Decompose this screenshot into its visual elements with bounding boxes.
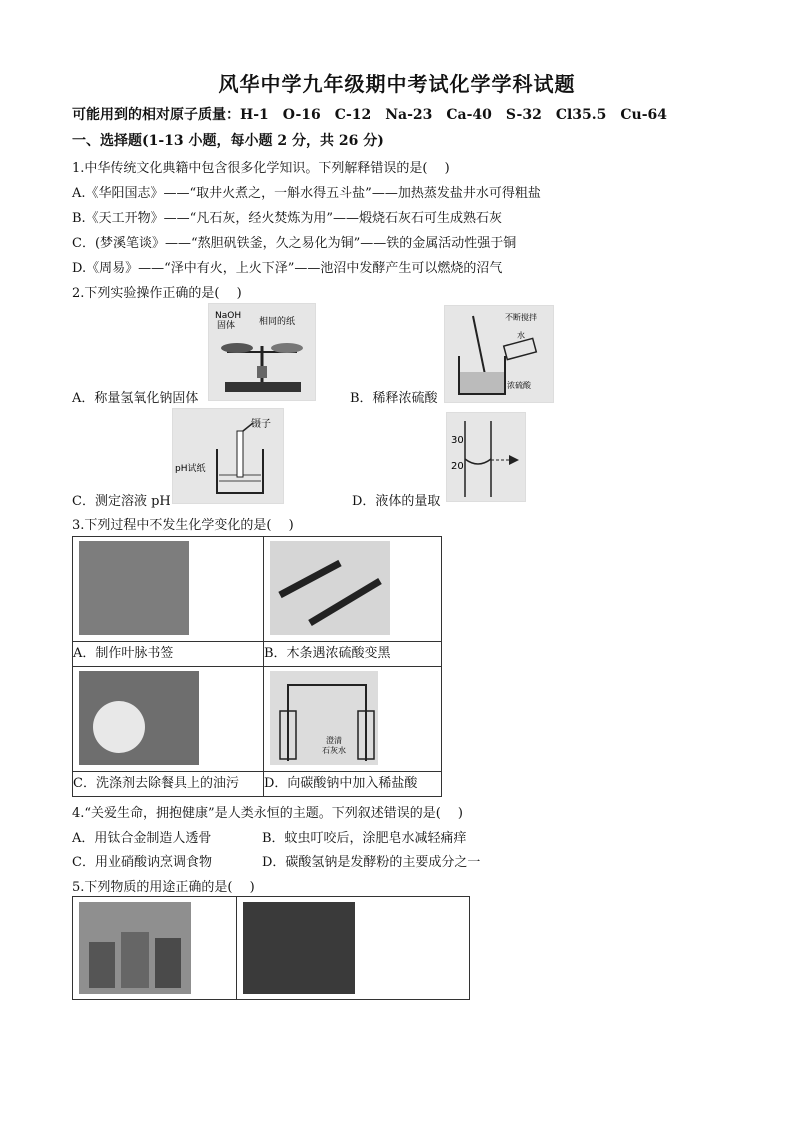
dilution-figure xyxy=(444,305,554,403)
fig-label: NaOH xyxy=(215,311,242,321)
atomic-mass: Cl35.5 xyxy=(555,107,607,123)
q1-option-c: C．(梦溪笔谈》——“熬胆矾铁釜，久之易化为铜”——铁的金属活动性强于铜 xyxy=(72,236,517,251)
leaf-photo xyxy=(79,541,189,635)
q2-stem: 2.下列实验操作正确的是( ) xyxy=(72,286,242,301)
q1-option-a: A.《华阳国志》——“取井火煮之，一斛水得五斗盐”——加热蒸发盐井水可得粗盐 xyxy=(72,186,541,201)
q3-stem: 3.下列过程中不发生化学变化的是( ) xyxy=(72,518,294,533)
atomic-mass: Ca-40 xyxy=(446,107,492,123)
bottles-photo xyxy=(79,902,191,994)
atomic-mass: Na-23 xyxy=(385,107,433,123)
balance-figure xyxy=(208,303,316,401)
atomic-mass: O-16 xyxy=(282,107,321,123)
q3-image-cell xyxy=(73,667,264,772)
fig-label: 石灰水 xyxy=(322,746,346,755)
q5-stem: 5.下列物质的用途正确的是( ) xyxy=(72,880,255,895)
q4-option-a: A．用钛合金制造人透骨 xyxy=(72,831,212,846)
page-title: 风华中学九年级期中考试化学学科试题 xyxy=(218,72,576,96)
ph-test-figure xyxy=(172,408,284,504)
fig-label: 澄清 xyxy=(326,736,342,745)
q3-option-c: C．洗涤剂去除餐具上的油污 xyxy=(73,772,264,797)
q3-image-cell xyxy=(264,667,442,772)
atomic-mass: Cu-64 xyxy=(620,107,668,123)
fig-label: 水 xyxy=(517,331,525,340)
atomic-masses xyxy=(72,104,681,124)
fig-label: 20 xyxy=(451,461,464,472)
atomic-mass: C-12 xyxy=(334,107,372,123)
q3-option-b: B．木条遇浓硫酸变黑 xyxy=(264,642,442,667)
q2-option-c: C．测定溶液 pH xyxy=(72,494,171,509)
atomic-mass: S-32 xyxy=(505,107,542,123)
section-heading: 一、选择题(1-13 小题，每小题 2 分，共 26 分) xyxy=(72,133,384,149)
q4-option-b: B．蚊虫叮咬后，涂肥皂水减轻痛痒 xyxy=(262,831,467,846)
cylinder-figure xyxy=(446,412,526,502)
fig-label: 镊子 xyxy=(251,419,271,430)
fig-label: 相同的纸 xyxy=(259,317,296,327)
fig-label: 不断搅拌 xyxy=(505,313,537,322)
atomic-masses-label: 可能用到的相对原子质量： xyxy=(72,107,240,123)
q2-option-b: B．稀释浓硫酸 xyxy=(350,391,438,406)
q4-stem: 4.“关爱生命，拥抱健康”是人类永恒的主题。下列叙述错误的是( ) xyxy=(72,806,463,821)
dish-washing-photo xyxy=(79,671,199,765)
fig-label: pH试纸 xyxy=(175,464,206,474)
q5-table xyxy=(72,896,470,1000)
q3-option-d: D．向碳酸钠中加入稀盐酸 xyxy=(264,772,442,797)
q3-image-cell xyxy=(264,537,442,642)
fig-label: 30 xyxy=(451,435,464,446)
fig-label: 固体 xyxy=(217,321,236,331)
q4-option-d: D．碳酸氢钠是发酵粉的主要成分之一 xyxy=(262,855,481,870)
q1-option-d: D.《周易》——“泽中有火，上火下泽”——池沼中发酵产生可以燃烧的沼气 xyxy=(72,261,503,276)
fig-label: 浓硫酸 xyxy=(507,381,531,390)
q3-option-a: A．制作叶脉书签 xyxy=(73,642,264,667)
q3-table xyxy=(72,536,442,797)
q5-image-cell xyxy=(73,897,237,1000)
q1-stem: 1.中华传统文化典籍中包含很多化学知识。下列解释错误的是( ) xyxy=(72,161,450,176)
q1-option-b: B.《天工开物》——“凡石灰，经火焚炼为用”——煅烧石灰石可生成熟石灰 xyxy=(72,211,502,226)
gas-apparatus-figure xyxy=(270,671,378,765)
q4-option-c: C．用业硝酸讷烹调食物 xyxy=(72,855,212,870)
atomic-mass: H-1 xyxy=(240,107,269,123)
wood-stick-photo xyxy=(270,541,390,635)
q2-option-a: A．称量氢氧化钠固体 xyxy=(72,391,199,406)
q5-image-cell xyxy=(237,897,470,1000)
dark-substance-photo xyxy=(243,902,355,994)
q2-option-d: D．液体的量取 xyxy=(352,494,441,509)
q3-image-cell xyxy=(73,537,264,642)
